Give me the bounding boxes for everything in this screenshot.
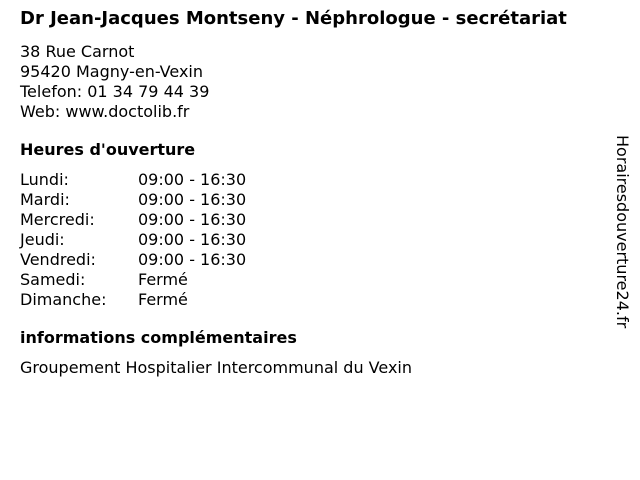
opening-hours-table [20,170,610,310]
day-label: Vendredi: [20,250,96,269]
hours-row-friday [20,250,610,270]
opening-hours-heading: Heures d'ouverture [20,140,196,159]
address-block [20,42,610,122]
hours-row-saturday [20,270,610,290]
day-label: Mercredi: [20,210,95,229]
additional-info-heading: informations complémentaires [20,328,297,347]
hours-row-thursday [20,230,610,250]
additional-info-text: Groupement Hospitalier Intercommunal du Vexin [20,358,412,377]
day-label: Samedi: [20,270,86,289]
day-hours: 09:00 - 16:30 [138,250,247,269]
day-label: Jeudi: [20,230,65,249]
day-hours: 09:00 - 16:30 [138,190,247,209]
street-address: 38 Rue Carnot [20,42,135,61]
day-hours: Fermé [138,290,188,309]
page-title: Dr Jean-Jacques Montseny - Néphrologue - secrétariat [20,8,567,29]
day-hours: Fermé [138,270,188,289]
hours-row-sunday [20,290,610,310]
hours-row-monday [20,170,610,190]
day-hours: 09:00 - 16:30 [138,230,247,249]
phone-number: Telefon: 01 34 79 44 39 [20,82,210,101]
day-hours: 09:00 - 16:30 [138,210,247,229]
business-card [20,8,610,378]
day-label: Dimanche: [20,290,107,309]
hours-row-tuesday [20,190,610,210]
site-watermark: Horairesdouverture24.fr [613,135,632,329]
day-hours: 09:00 - 16:30 [138,170,247,189]
day-label: Mardi: [20,190,70,209]
hours-row-wednesday [20,210,610,230]
day-label: Lundi: [20,170,69,189]
city-address: 95420 Magny-en-Vexin [20,62,203,81]
website-link[interactable]: Web: www.doctolib.fr [20,102,190,121]
